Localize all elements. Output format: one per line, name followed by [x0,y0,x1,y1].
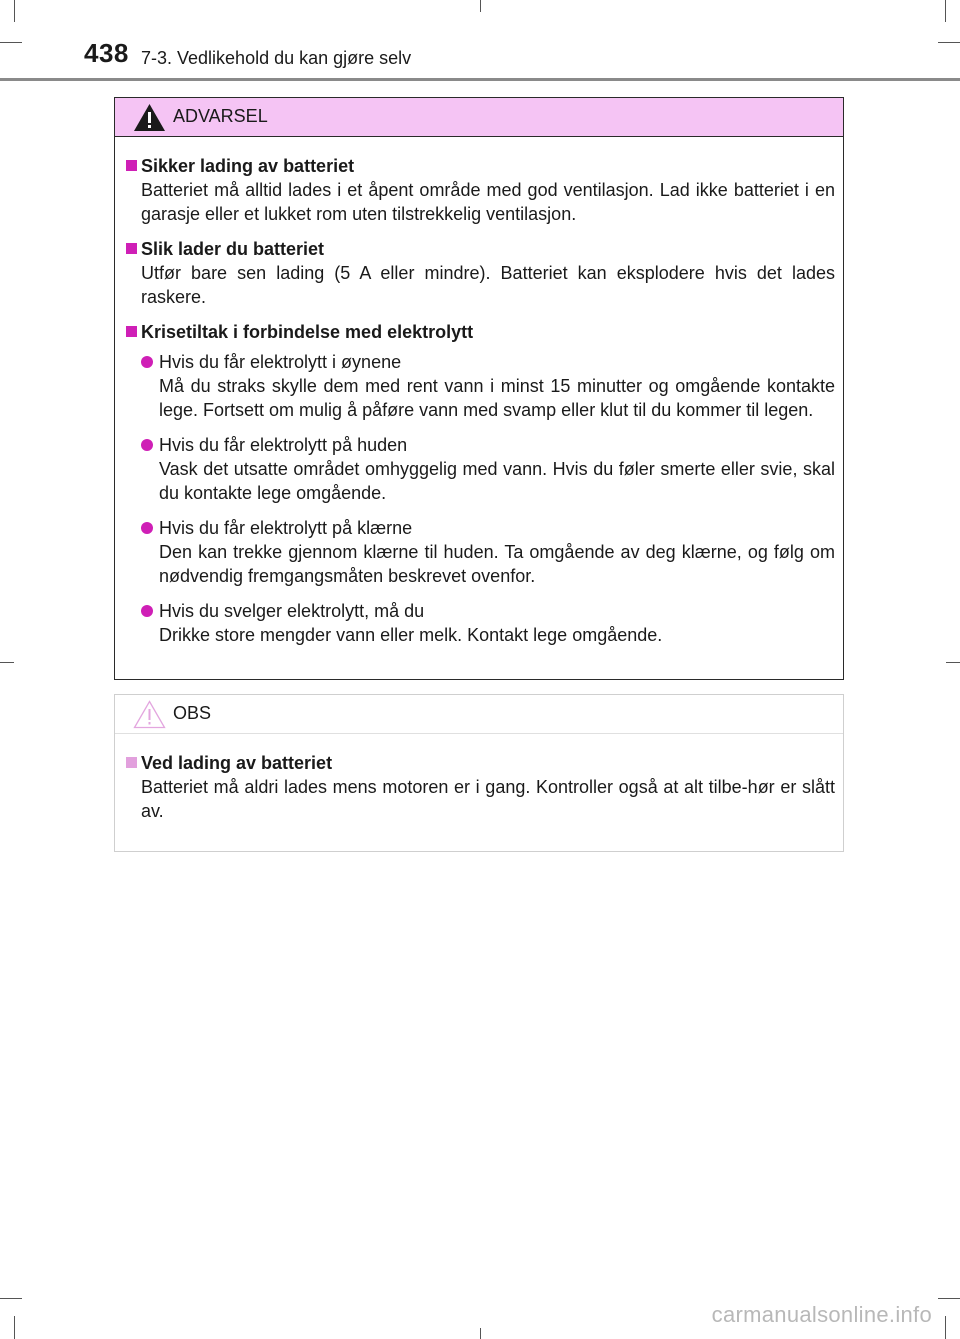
watermark: carmanualsonline.info [711,1302,932,1327]
list-item-text: Vask det utsatte området omhyggelig med vann. Hvis du føler smerte eller svie, skal du kontakte lege omgående. [159,459,835,503]
list-item-text: Den kan trekke gjennom klærne til huden. Ta omgående av deg klærne, og følg om nødvendig fremgangsmåten beskrevet ovenfor. [159,542,835,586]
warning-box-header [115,98,843,137]
crop-mark [946,662,960,663]
item-title [126,154,835,178]
round-bullet-icon [141,439,153,451]
crop-mark [0,662,14,663]
item-title-text: Krisetiltak i forbindelse med elektrolytt [141,322,474,342]
square-bullet-icon [126,160,137,171]
warning-label: ADVARSEL [173,106,268,126]
crop-mark [14,0,15,22]
crop-mark [480,0,481,12]
notice-box [114,694,844,852]
item-title-text: Sikker lading av batteriet [141,156,355,176]
item-text: Utfør bare sen lading (5 A eller mindre). Batteriet kan eksplodere hvis det lades raskere. [141,263,835,307]
header-divider [0,78,960,81]
page-number: 438 [84,38,129,68]
crop-mark [14,1316,15,1339]
crop-mark [945,1316,946,1339]
caution-triangle-outline-icon [133,700,166,729]
crop-mark [938,1298,960,1299]
list-item [126,433,835,505]
list-item-heading: Hvis du får elektrolytt på klærne [159,518,413,538]
notice-box-body [115,734,843,823]
round-bullet-icon [141,605,153,617]
list-item [126,599,835,647]
notice-box-header [115,695,843,734]
item-text: Batteriet må aldri lades mens motoren er i gang. Kontroller også at alt tilbe-hør er slått av. [141,777,835,821]
warning-box [114,97,844,680]
square-bullet-icon [126,326,137,337]
list-item [126,350,835,422]
item-text: Batteriet må alltid lades i et åpent område med god ventilasjon. Lad ikke batteriet i en garasje eller et lukket rom uten tilstrekkelig ventilasjon. [141,180,835,224]
crop-mark [938,42,960,43]
list-item-heading: Hvis du får elektrolytt i øynene [159,352,402,372]
warning-triangle-icon [133,103,166,132]
round-bullet-icon [141,356,153,368]
crop-mark [0,1298,22,1299]
list-item-heading: Hvis du får elektrolytt på huden [159,435,408,455]
list-item-heading: Hvis du svelger elektrolytt, må du [159,601,425,621]
list-item-text: Drikke store mengder vann eller melk. Kontakt lege omgående. [159,625,663,645]
square-bullet-icon [126,757,137,768]
notice-label: OBS [173,703,212,723]
item-title-text: Ved lading av batteriet [141,753,333,773]
crop-mark [0,42,22,43]
square-bullet-icon [126,243,137,254]
warning-box-body [115,137,843,647]
round-bullet-icon [141,522,153,534]
item-title [126,320,835,344]
item-title [126,751,835,775]
item-title [126,237,835,261]
section-title: 7-3. Vedlikehold du kan gjøre selv [141,48,412,68]
list-item [126,516,835,588]
crop-mark [480,1328,481,1339]
crop-mark [945,0,946,22]
list-item-text: Må du straks skylle dem med rent vann i minst 15 minutter og omgående kontakte lege. Fortsett om mulig å påføre vann med svamp eller klut til du kommer til legen. [159,376,835,420]
item-title-text: Slik lader du batteriet [141,239,325,259]
